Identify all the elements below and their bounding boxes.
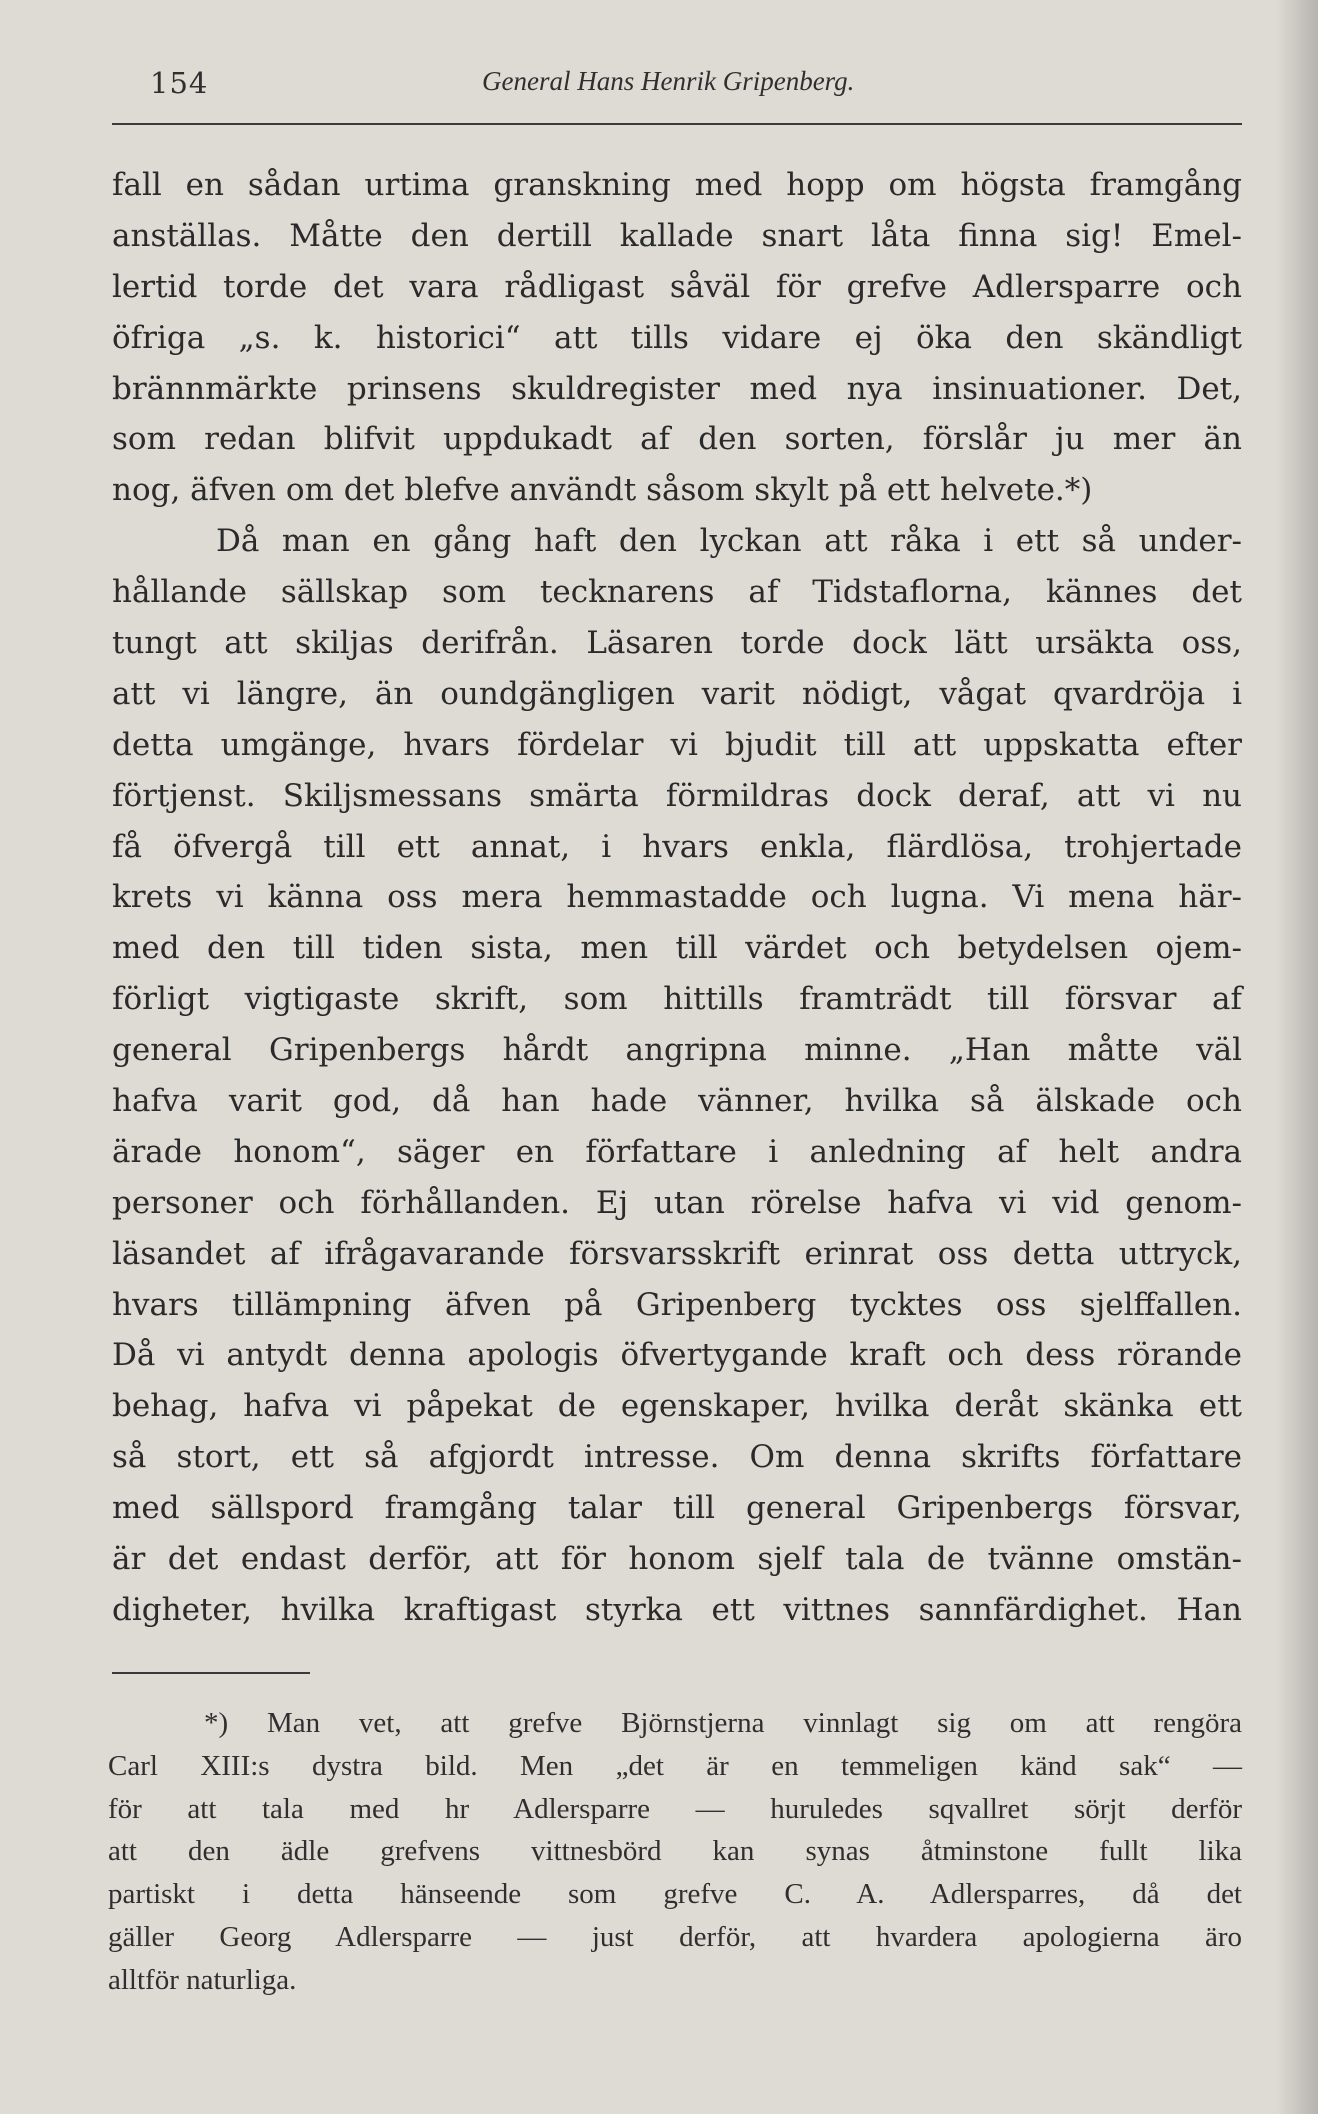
body-line: nog, äfven om det blefve användt såsom skylt på ett helvete.*) (112, 472, 1093, 509)
header-rule (112, 123, 1242, 125)
footnote-line: för att tala med hr Adlersparre — huruledes sqvallret sörjt derför (108, 1792, 1242, 1825)
page-number: 154 (150, 66, 209, 100)
footnote-line: Carl XIII:s dystra bild. Men „det är en temmeligen känd sak“ — (108, 1749, 1242, 1782)
body-line: öfriga „s. k. historici“ att tills vidare ej öka den skändligt (112, 319, 1242, 356)
body-line: fall en sådan urtima granskning med hopp om högsta framgång (112, 167, 1242, 203)
body-line: förtjenst. Skiljsmessans smärta förmildras dock deraf, att vi nu (112, 777, 1242, 814)
body-line: förligt vigtigaste skrift, som hittills framträdt till försvar af (112, 981, 1242, 1018)
body-line: med sällspord framgång talar till general Gripenbergs försvar, (112, 1490, 1242, 1527)
body-line: anställas. Måtte den dertill kallade snart låta finna sig! Emel- (112, 217, 1242, 254)
page-edge-shadow (1276, 0, 1318, 2114)
body-line: behag, hafva vi påpekat de egenskaper, hvilka deråt skänka ett (112, 1388, 1242, 1425)
body-line: få öfvergå till ett annat, i hvars enkla, flärdlösa, trohjertade (112, 828, 1242, 865)
footnote-line: alltför naturliga. (108, 1963, 297, 1996)
body-line: så stort, ett så afgjordt intresse. Om denna skrifts författare (112, 1439, 1242, 1476)
body-line: detta umgänge, hvars fördelar vi bjudit till att uppskatta efter (112, 726, 1242, 763)
body-line: är det endast derför, att för honom sjelf tala de tvänne omstän- (112, 1541, 1242, 1578)
body-line: hafva varit god, då han hade vänner, hvilka så älskade och (112, 1083, 1242, 1120)
body-line: hvars tillämpning äfven på Gripenberg tycktes oss sjelffallen. (112, 1286, 1242, 1323)
page-header (112, 58, 1242, 118)
footnote-line: gäller Georg Adlersparre — just derför, att hvardera apologierna äro (108, 1920, 1242, 1953)
footnote-line: *) Man vet, att grefve Björnstjerna vinnlagt sig om att rengöra (204, 1707, 1242, 1739)
body-line: hållande sällskap som tecknarens af Tidstaflorna, kännes det (112, 574, 1242, 611)
footnote (108, 1702, 1242, 2002)
body-line: som redan blifvit uppdukadt af den sorten, förslår ju mer än (112, 421, 1242, 458)
body-line: tungt att skiljas derifrån. Läsaren torde dock lätt ursäkta oss, (112, 625, 1242, 662)
body-line: Då vi antydt denna apologis öfvertygande kraft och dess rörande (112, 1337, 1242, 1374)
body-line: Då man en gång haft den lyckan att råka i ett så under- (216, 523, 1242, 560)
body-line: brännmärkte prinsens skuldregister med nya insinuationer. Det, (112, 370, 1242, 407)
body-line: digheter, hvilka kraftigast styrka ett vittnes sannfärdighet. Han (112, 1591, 1242, 1628)
body-line: personer och förhållanden. Ej utan rörelse hafva vi vid genom- (112, 1184, 1242, 1221)
running-head: General Hans Henrik Gripenberg. (482, 66, 855, 96)
body-line: lertid torde det vara rådligast såväl för grefve Adlersparre och (112, 268, 1242, 305)
body-text (112, 160, 1242, 1636)
footnote-line: partiskt i detta hänseende som grefve C. A. Adlersparres, då det (108, 1878, 1242, 1911)
body-line: med den till tiden sista, men till värdet och betydelsen ojem- (112, 930, 1242, 967)
footnote-rule (112, 1672, 310, 1674)
body-line: ärade honom“, säger en författare i anledning af helt andra (112, 1133, 1242, 1170)
body-line: krets vi känna oss mera hemmastadde och lugna. Vi mena här- (112, 879, 1242, 916)
footnote-line: att den ädle grefvens vittnesbörd kan synas åtminstone fullt lika (108, 1835, 1242, 1868)
body-line: general Gripenbergs hårdt angripna minne. „Han måtte väl (112, 1032, 1242, 1069)
body-line: att vi längre, än oundgängligen varit nödigt, vågat qvardröja i (112, 675, 1242, 712)
body-line: läsandet af ifrågavarande försvarsskrift erinrat oss detta uttryck, (112, 1235, 1242, 1272)
